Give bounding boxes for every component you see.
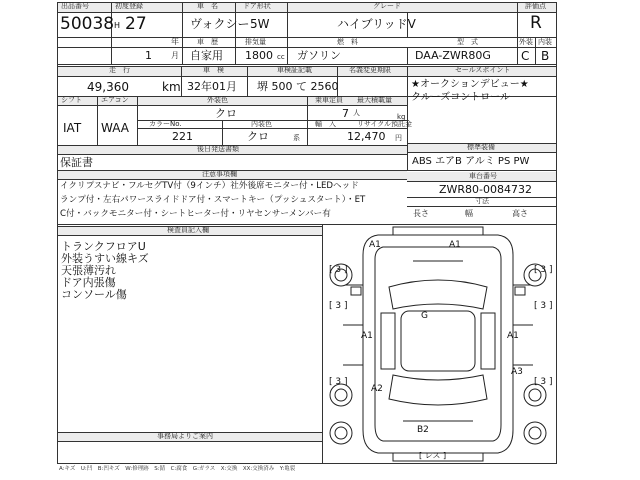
mark-left-bracket-2: [ 3 ] xyxy=(329,301,348,311)
fuel-label: 燃 料 xyxy=(337,38,358,46)
score-label: 評価点 xyxy=(525,2,546,10)
month: 1 xyxy=(145,49,152,62)
load-label: 最大積載量 xyxy=(357,96,392,104)
mark-left-door-a1: A1 xyxy=(361,331,373,341)
mark-left-bracket-1: [ 3 ] xyxy=(329,265,348,275)
mark-rear-b2: B2 xyxy=(417,425,429,435)
ac-label: エアコン xyxy=(101,96,129,104)
capacity-unit: 人 xyxy=(353,109,360,117)
grade: ハイブリッドV xyxy=(337,17,416,31)
inspection-notes-label: 検査員記入欄 xyxy=(167,226,209,234)
mark-glass: G xyxy=(421,311,428,321)
chassis-label: 車台番号 xyxy=(469,172,497,180)
car-diagram xyxy=(323,225,556,463)
shift: IAT xyxy=(63,121,82,135)
first-reg-label: 初度登録 xyxy=(115,2,143,10)
ext-label: 外装 xyxy=(519,38,533,46)
notes-line-1: イクリプスナビ・フルセグTV付（9インチ）社外後席モニター付・LEDヘッド xyxy=(60,181,359,191)
door-label: ドア形状 xyxy=(243,2,271,10)
seat-label: 車検証記載 xyxy=(277,66,312,74)
auction-sheet xyxy=(57,0,557,480)
score: R xyxy=(530,13,542,33)
mark-front-left-a1: A1 xyxy=(369,240,381,250)
length-label: 長さ xyxy=(413,209,429,218)
lot-no: 50038 xyxy=(60,14,115,34)
equip-airbag: エアB xyxy=(435,156,462,167)
recycle-unit: 円 xyxy=(395,134,402,142)
recycle-label: リサイクル預託金 xyxy=(357,120,413,128)
sales-label: セールスポイント xyxy=(455,66,511,74)
notes-line-3: C付・バックモニター付・シートヒーター付・リヤセンサーメンバー有 xyxy=(60,209,331,219)
width-label: 幅 xyxy=(465,209,473,218)
mileage: 49,360 xyxy=(87,80,129,94)
inspection-note-2: 外装うすい線キズ xyxy=(61,252,149,265)
docs-label: 後日発送書類 xyxy=(197,145,239,153)
notes-line-2: ランプ付・左右パワースライドドア付・スマートキー（プッシュスタート）・ET xyxy=(60,195,366,205)
shift-label: シフト xyxy=(61,96,82,104)
inspection-note-3: 天張薄汚れ xyxy=(61,264,116,277)
contact-label: 事務局よりご案内 xyxy=(157,432,213,440)
mileage-label: 走 行 xyxy=(109,66,130,74)
ext-color: クロ xyxy=(215,107,237,120)
reg-type: 自家用 xyxy=(190,49,223,62)
mark-right-bracket-1: [ 3 ] xyxy=(534,265,553,275)
cc-label: 排気量 xyxy=(245,38,266,46)
inspection-date: 32年01月 xyxy=(187,80,237,93)
recycle-fee: 12,470 xyxy=(347,130,386,143)
year: 27 xyxy=(125,14,147,34)
mark-front-right-a1: A1 xyxy=(449,240,461,250)
capacity-label: 乗車定員 xyxy=(315,96,343,104)
inspection-label: 車 検 xyxy=(203,66,224,74)
int-grade: B xyxy=(541,49,550,63)
sales-point-2: クルーズコントロール xyxy=(411,92,510,103)
legend: A:キズ U:凹 B:凹キズ W:修理跡 S:錆 C:腐食 G:ガラス X:交換 XX:交換済み Y:亀裂 xyxy=(59,466,296,472)
mark-spare-less: [ レス ] xyxy=(419,451,447,460)
equipment-list xyxy=(412,157,529,167)
cc-unit: cc xyxy=(277,53,285,61)
model-label: 型 式 xyxy=(457,38,478,46)
height-label: 高さ xyxy=(512,209,528,218)
dims-label: 寸法 xyxy=(475,197,489,205)
mark-right-bracket-3: [ 3 ] xyxy=(534,377,553,387)
ext-grade: C xyxy=(521,49,530,63)
door-type: 5W xyxy=(250,17,270,31)
equip-abs: ABS xyxy=(412,156,432,167)
intcolor-label: 内装色 xyxy=(251,120,272,128)
displacement: 1800 xyxy=(245,49,273,62)
equip-alloy: アルミ xyxy=(465,156,495,167)
notes-label: 注意事項欄 xyxy=(202,170,237,178)
equip-ps: PS xyxy=(497,156,511,167)
load-unit: kg xyxy=(397,113,406,121)
colorno-label: カラーNo. xyxy=(149,120,182,128)
color-label: 外装色 xyxy=(207,96,228,104)
grade-label: グレード xyxy=(373,2,401,10)
owner-label: 名義変更期限 xyxy=(349,66,391,74)
equipment-label: 標準装備 xyxy=(467,143,495,151)
era: H xyxy=(114,21,121,30)
import-label: 輸 入 xyxy=(315,120,336,128)
model-code: DAA-ZWR80G xyxy=(415,49,491,62)
mark-rear-right-a3: A3 xyxy=(511,367,523,377)
capacity: 7 xyxy=(342,107,349,120)
plate: 堺 500 て 2560 xyxy=(257,80,339,93)
docs-value: 保証書 xyxy=(60,156,93,169)
intcolor-unit: 系 xyxy=(293,134,300,142)
mark-rear-left-a2: A2 xyxy=(371,384,383,394)
inspection-note-4: ドア内張傷 xyxy=(61,276,116,289)
inspection-note-5: コンソール傷 xyxy=(61,288,127,301)
reg-label: 車 歴 xyxy=(197,38,218,46)
equip-pw: PW xyxy=(513,156,530,167)
color-no: 221 xyxy=(172,130,193,143)
int-label: 内装 xyxy=(538,38,552,46)
inspection-note-1: トランクフロアU xyxy=(61,240,146,253)
month-suffix: 月 xyxy=(171,51,179,60)
car-name: ヴォクシー xyxy=(190,17,250,31)
year-suffix: 年 xyxy=(171,37,179,46)
mark-right-door-a1: A1 xyxy=(507,331,519,341)
mileage-unit: km xyxy=(162,80,181,94)
lot-no-label: 出品番号 xyxy=(61,2,89,10)
mark-right-bracket-2: [ 3 ] xyxy=(534,301,553,311)
sales-point-1: ★オークションデビュー★ xyxy=(411,79,529,90)
fuel: ガソリン xyxy=(297,49,341,62)
ac: WAA xyxy=(101,121,129,135)
int-color: クロ xyxy=(247,130,269,143)
chassis-number: ZWR80-0084732 xyxy=(439,183,533,196)
name-label: 車 名 xyxy=(197,2,218,10)
mark-left-bracket-3: [ 3 ] xyxy=(329,377,348,387)
